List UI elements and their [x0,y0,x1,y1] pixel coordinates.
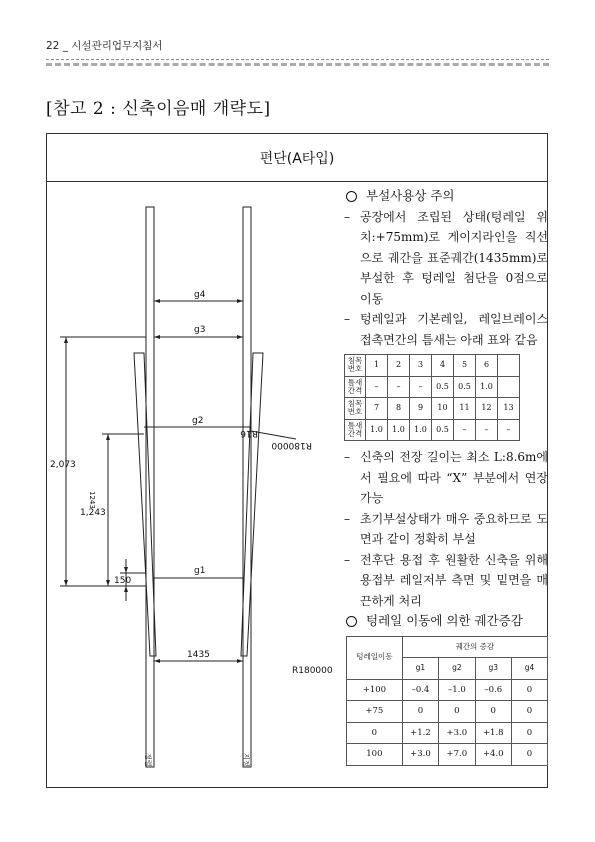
table-row: 100 +3.0 +7.0 +4.0 0 [347,744,548,766]
dash-bullet: – [344,209,350,224]
table-header-row: g1 g2 g3 g4 [347,658,548,680]
label-r16: R16 [240,428,258,438]
dash-bullet: – [344,552,350,567]
label-r180000-top: R180000 [271,440,312,450]
stock-rail-right [243,207,251,767]
dash-bullet: – [344,450,350,464]
circle-bullet-icon [346,616,357,627]
rail-movement-table [346,636,548,766]
header-divider-thick [46,63,549,66]
header-divider [46,59,549,60]
label-r180000-bottom: R180000 [292,666,333,676]
table-row: 틈새 간격 – – – 0.5 0.5 1.0 [345,376,520,398]
stock-rail-left [146,207,154,767]
table-row: 틈새 간격 1.0 1.0 1.0 0.5 – – – [345,419,520,441]
table-row: 0 +1.2 +3.0 +1.8 0 [347,722,548,744]
note-item: – 초기부설상태가 매우 중요하므로 도면과 같이 정확히 부설 [344,509,548,550]
dash-bullet: – [344,312,350,326]
note-item: – 전후단 용접 후 원활한 신축을 위해 용접부 레일저부 측면 및 밑면을 매끈하게 처리 [344,550,548,612]
page-header: 22 _ 시설관리업무지침서 [46,40,163,52]
note-item: – 공장에서 조립된 상태(텅레일 위치:+75mm)로 게이지라인을 직선으로 궤간을 표준궤간(1435mm)로 부설한 후 텅레일 첨단을 0점으로 이동 [344,207,548,310]
section-title: [참고 2 : 신축이음매 개략도] [46,99,271,119]
notes-heading-1: 부설사용상 주의 [344,186,548,207]
note-item: – 텅레일과 기본레일, 레일브레이스 접촉면간의 틈새는 아래 표와 같음 [344,309,548,350]
table-row: 침목 번호 1 2 3 4 5 6 [345,355,520,377]
label-1435: 1435 [187,650,210,660]
label-g2: g2 [192,416,204,426]
label-g3: g3 [194,325,206,335]
notes-heading-2: 텅레일 이동에 의한 궤간증감 [344,611,548,632]
label-150: 150 [114,576,132,586]
label-g1: g1 [194,566,206,576]
label-1243-vertical: 1243 [88,491,96,509]
label-rail-left: 정렬 [144,753,152,767]
note-item: – 신축의 전장 길이는 최소 L:8.6m에서 필요에 따라 “X” 부분에서 연장 가능 [344,447,548,509]
notes-column [344,186,548,766]
dash-bullet: – [344,511,350,526]
table-row: +100 –0.4 –1.0 –0.6 0 [347,679,548,701]
tongue-rail-left [134,353,156,656]
label-rail-right: 지정 [242,753,250,767]
table-header-row: 텅레일이동 궤간의 증감 [347,636,548,658]
gap-table [344,354,520,441]
circle-bullet-icon [346,191,357,202]
table-row: +75 0 0 0 0 [347,701,548,723]
label-g4: g4 [194,290,206,300]
expansion-joint-drawing [46,181,342,787]
box-title: 편단(A타입) [47,134,547,182]
tongue-rail-right [241,353,263,656]
label-2073: 2,073 [50,460,76,470]
label-1243: 1,243 [80,508,106,518]
table-row: 침목 번호 7 8 9 10 11 12 13 [345,398,520,420]
